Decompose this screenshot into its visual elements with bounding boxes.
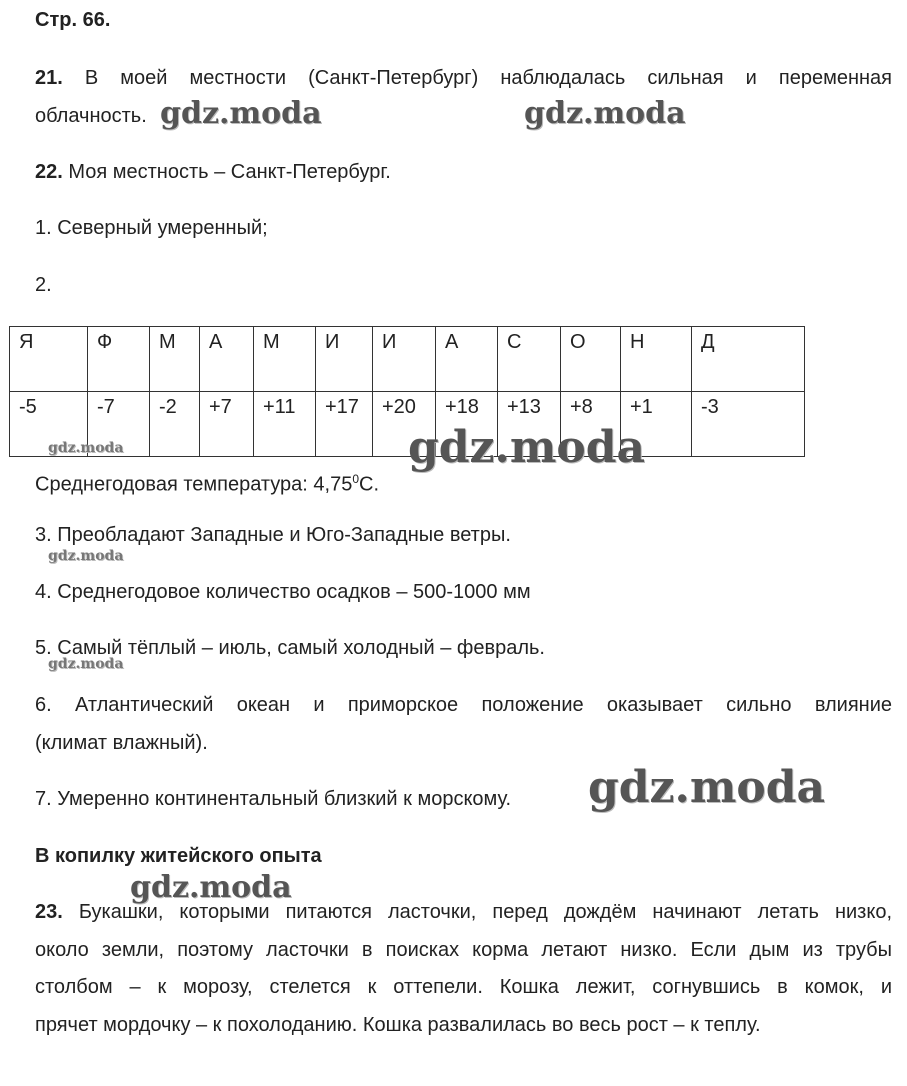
temp-cell: -5 bbox=[10, 392, 88, 457]
q23-line2: около земли, поэтому ласточки в поисках корма летают низко. Если дым из трубы bbox=[35, 939, 892, 961]
temp-cell: +1 bbox=[621, 392, 692, 457]
month-cell: Ф bbox=[88, 327, 150, 392]
month-cell: Я bbox=[10, 327, 88, 392]
month-cell: М bbox=[150, 327, 200, 392]
temp-cell: -7 bbox=[88, 392, 150, 457]
month-cell: М bbox=[254, 327, 316, 392]
avg-temperature: Среднегодовая температура: 4,75$^0$С. bbox=[35, 472, 380, 496]
q22-item4: 4. Среднегодовое количество осадков – 500-1000 мм bbox=[35, 581, 531, 603]
watermark-logo: gdz.moda bbox=[408, 422, 646, 473]
temp-cell: +13 bbox=[498, 392, 561, 457]
months-row bbox=[10, 327, 805, 392]
q21-line2: облачность. bbox=[35, 105, 147, 127]
q22-heading: 22. Моя местность – Санкт-Петербург. bbox=[35, 161, 391, 183]
q22-item5: 5. Самый тёплый – июль, самый холодный – февраль. bbox=[35, 637, 545, 659]
temp-cell: +17 bbox=[316, 392, 373, 457]
q23-line1: 23. Букашки, которыми питаются ласточки, перед дождём начинают летать низко, bbox=[35, 901, 892, 923]
q21-line1: 21. В моей местности (Санкт-Петербург) наблюдалась сильная и переменная bbox=[35, 67, 892, 89]
q22-item2: 2. bbox=[35, 274, 52, 296]
watermark-logo: gdz.moda bbox=[524, 96, 686, 131]
watermark-logo: gdz.moda bbox=[48, 548, 124, 564]
temp-cell: +8 bbox=[561, 392, 621, 457]
watermark-logo: gdz.moda bbox=[48, 440, 124, 456]
month-cell: А bbox=[200, 327, 254, 392]
q21-number: 21. bbox=[35, 67, 63, 89]
month-cell: Д bbox=[692, 327, 805, 392]
temp-cell: +18 bbox=[436, 392, 498, 457]
q22-number: 22. bbox=[35, 161, 63, 183]
q22-item1: 1. Северный умеренный; bbox=[35, 217, 268, 239]
page-header: Стр. 66. bbox=[35, 9, 111, 31]
temp-cell: -2 bbox=[150, 392, 200, 457]
watermark-logo: gdz.moda bbox=[160, 96, 322, 131]
month-cell: И bbox=[316, 327, 373, 392]
temp-cell: +11 bbox=[254, 392, 316, 457]
watermark-logo: gdz.moda bbox=[130, 870, 292, 905]
month-cell: А bbox=[436, 327, 498, 392]
temperature-table bbox=[9, 326, 805, 457]
month-cell: С bbox=[498, 327, 561, 392]
temp-cell: +20 bbox=[373, 392, 436, 457]
watermark-logo: gdz.moda bbox=[48, 656, 124, 672]
q22-item3: 3. Преобладают Западные и Юго-Западные ветры. bbox=[35, 524, 511, 546]
month-cell: О bbox=[561, 327, 621, 392]
section-title: В копилку житейского опыта bbox=[35, 845, 322, 867]
q22-item6-line2: (климат влажный). bbox=[35, 732, 208, 754]
q23-number: 23. bbox=[35, 901, 63, 923]
month-cell: Н bbox=[621, 327, 692, 392]
temp-cell: -3 bbox=[692, 392, 805, 457]
temps-row bbox=[10, 392, 805, 457]
q23-line3: столбом – к морозу, стелется к оттепели. Кошка лежит, согнувшись в комок, и bbox=[35, 976, 892, 998]
watermark-logo: gdz.moda bbox=[588, 762, 826, 813]
q22-item7: 7. Умеренно континентальный близкий к морскому. bbox=[35, 788, 512, 810]
q23-line4: прячет мордочку – к похолоданию. Кошка развалилась во весь рост – к теплу. bbox=[35, 1014, 761, 1036]
month-cell: И bbox=[373, 327, 436, 392]
temp-cell: +7 bbox=[200, 392, 254, 457]
q22-item6-line1: 6. Атлантический океан и приморское положение оказывает сильно влияние bbox=[35, 694, 892, 716]
